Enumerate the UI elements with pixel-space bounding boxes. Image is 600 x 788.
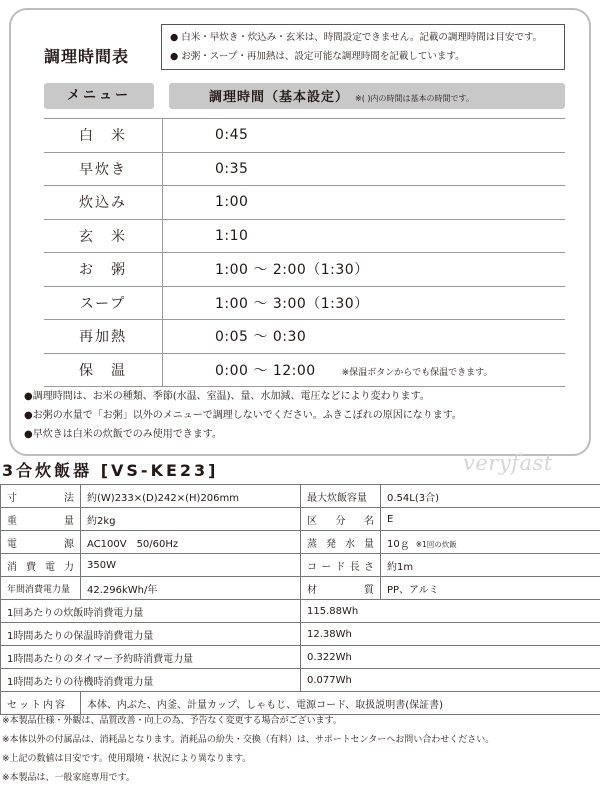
table-row <box>1 646 600 669</box>
spec-value: 約(W)233×(D)242×(H)206mm <box>81 485 301 508</box>
spec-label: 年間消費電力量 <box>1 577 81 600</box>
spec-label: 1回あたりの炊飯時消費電力量 <box>1 600 301 623</box>
menu-time <box>163 353 566 387</box>
time-value: 1:00 ～ 3:00（1:30） <box>215 296 369 312</box>
product-title: 3合炊飯器 [VS-KE23] <box>2 458 218 481</box>
table-row <box>44 119 565 153</box>
time-value: 0:00 ～ 12:00 <box>215 363 316 379</box>
spec-label: セット内容 <box>1 692 81 715</box>
bottom-notes <box>24 387 462 444</box>
menu-name: 再加熱 <box>44 320 163 354</box>
spec-label: 蒸発水量 <box>301 531 381 554</box>
spec-label: 1時間あたりのタイマー予約時消費電力量 <box>1 646 301 669</box>
spec-value: PP、アルミ <box>381 577 600 600</box>
menu-name: 白 米 <box>44 119 163 153</box>
footer-note: ※本製品仕様・外観は、品質改善・向上の為、予告なく変更する場合がございます。 <box>2 712 494 731</box>
time-value: 0:05 ～ 0:30 <box>215 329 306 345</box>
spec-value: 350W <box>81 554 301 577</box>
time-value: 1:00 <box>215 194 248 210</box>
spec-table <box>0 484 600 715</box>
table-row <box>1 669 600 692</box>
menu-time <box>163 320 566 354</box>
menu-time <box>163 253 566 287</box>
menu-name: 炊込み <box>44 186 163 220</box>
spec-value: AC100V 50/60Hz <box>81 531 301 554</box>
evap-note: ※1回の炊飯 <box>416 540 457 549</box>
time-column-header <box>169 83 565 109</box>
spec-value: 0.54L(3合) <box>381 485 600 508</box>
panel-title: 調理時間表 <box>44 44 129 67</box>
spec-value: 0.322Wh <box>301 646 600 669</box>
footer-note: ※本製品は、一般家庭専用です。 <box>2 769 494 788</box>
cooking-time-panel <box>9 8 591 456</box>
spec-value: 115.88Wh <box>301 600 600 623</box>
top-notes-box <box>161 24 565 70</box>
spec-label: 1時間あたりの保温時消費電力量 <box>1 623 301 646</box>
top-note: ● 白米・早炊き・炊込み・玄米は、時間設定できません。記載の調理時間は目安です。 <box>170 28 564 47</box>
spec-value: 0.077Wh <box>301 669 600 692</box>
table-row <box>1 554 600 577</box>
menu-time <box>163 119 566 153</box>
spec-value <box>381 531 600 554</box>
spec-label: 1時間あたりの待機時消費電力量 <box>1 669 301 692</box>
spec-value: E <box>381 508 600 531</box>
time-value: 1:10 <box>215 228 248 244</box>
time-value: 0:45 <box>215 127 248 143</box>
table-row <box>1 600 600 623</box>
menu-column-header: メニュー <box>44 83 154 109</box>
footer-note: ※上記の数値は目安です。使用環境・状況により異なります。 <box>2 750 494 769</box>
spec-value: 約1m <box>381 554 600 577</box>
menu-name: 玄 米 <box>44 219 163 253</box>
menu-name: お 粥 <box>44 253 163 287</box>
table-row <box>44 286 565 320</box>
watermark: veryfast <box>463 451 553 475</box>
table-row <box>44 353 565 387</box>
spec-label: コード長さ <box>301 554 381 577</box>
menu-name: 早炊き <box>44 152 163 186</box>
spec-label: 寸法 <box>1 485 81 508</box>
evap-value: 10ｇ <box>387 539 410 550</box>
menu-time <box>163 219 566 253</box>
table-row <box>44 186 565 220</box>
time-memo: ※保温ボタンからでも保温できます。 <box>342 368 493 378</box>
footer-note: ※本体以外の付属品は、消耗品となります。消耗品の紛失・交換（有料）は、サポートセンターへお問い合わせください。 <box>2 731 494 750</box>
spec-value: 42.296kWh/年 <box>81 577 301 600</box>
time-value: 1:00 ～ 2:00（1:30） <box>215 262 369 278</box>
spec-label: 消費電力 <box>1 554 81 577</box>
table-row <box>44 219 565 253</box>
spec-label: 最大炊飯容量 <box>301 485 381 508</box>
cooking-time-table <box>44 118 565 387</box>
top-note: ● お粥・スープ・再加熱は、設定可能な調理時間を記載しています。 <box>170 47 564 66</box>
spec-value: 約2kg <box>81 508 301 531</box>
spec-label: 材質 <box>301 577 381 600</box>
time-header-label: 調理時間（基本設定） <box>209 90 349 105</box>
bottom-note: ●早炊きは白米の炊飯でのみ使用できます。 <box>24 425 462 444</box>
menu-time <box>163 186 566 220</box>
menu-time <box>163 152 566 186</box>
table-row <box>1 623 600 646</box>
time-header-note: ※( )内の時間は基本の時間です。 <box>355 94 474 103</box>
menu-name: 保 温 <box>44 353 163 387</box>
footer-notes <box>2 712 494 788</box>
table-row <box>1 485 600 508</box>
menu-name: スープ <box>44 286 163 320</box>
spec-value: 12.38Wh <box>301 623 600 646</box>
spec-value: 本体、内ぶた、内釜、計量カップ、しゃもじ、電源コード、取扱説明書(保証書) <box>81 692 600 715</box>
table-row <box>1 577 600 600</box>
table-row <box>44 253 565 287</box>
table-row <box>44 320 565 354</box>
table-row <box>1 531 600 554</box>
spec-label: 電源 <box>1 531 81 554</box>
menu-time <box>163 286 566 320</box>
table-row <box>44 152 565 186</box>
bottom-note: ●調理時間は、お米の種類、季節(水温、室温)、量、水加減、電圧などにより変わります。 <box>24 387 462 406</box>
table-row <box>1 508 600 531</box>
spec-label: 重量 <box>1 508 81 531</box>
bottom-note: ●お粥の水量で「お粥」以外のメニューで調理しないでください。ふきこぼれの原因になります。 <box>24 406 462 425</box>
spec-label: 区分名 <box>301 508 381 531</box>
time-value: 0:35 <box>215 161 248 177</box>
